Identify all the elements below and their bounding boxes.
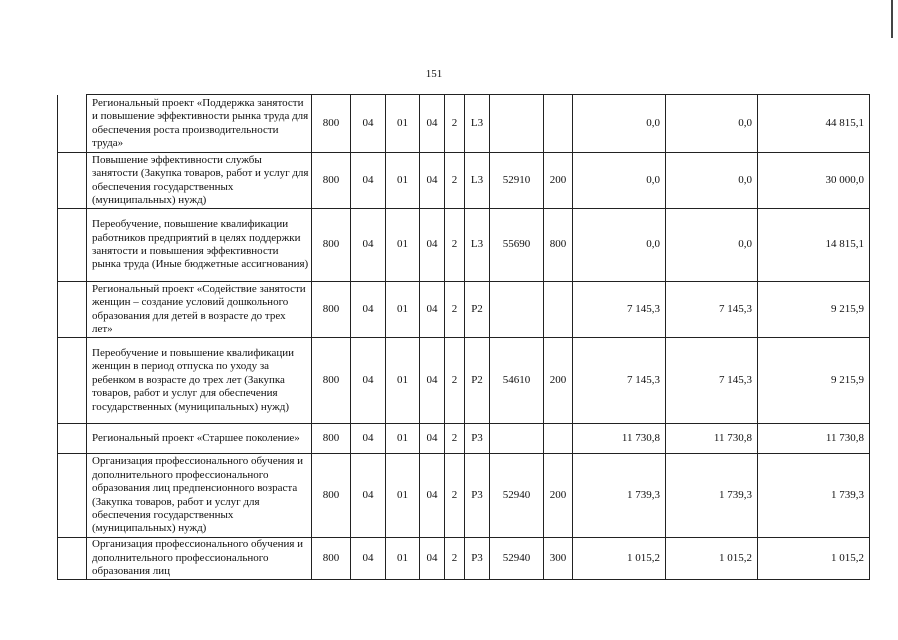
code-cell-c3: 01 xyxy=(386,454,420,538)
expense-name-cell: Региональный проект «Старшее поколение» xyxy=(87,424,312,454)
code-cell-v3: 30 000,0 xyxy=(758,153,870,209)
row-number-cell xyxy=(58,424,87,454)
row-number-cell xyxy=(58,454,87,538)
code-cell-v3: 14 815,1 xyxy=(758,209,870,282)
code-cell-c6: L3 xyxy=(465,209,490,282)
code-cell-c4: 04 xyxy=(420,454,445,538)
code-cell-v1: 7 145,3 xyxy=(573,282,666,338)
code-cell-c5: 2 xyxy=(445,338,465,424)
expense-name-cell: Переобучение, повышение квалификации работников предприятий в целях поддержки занятости и повышения эффективности рынка труда (Иные бюджетные ассигнования) xyxy=(87,209,312,282)
code-cell-c3: 01 xyxy=(386,424,420,454)
row-number-cell xyxy=(58,95,87,153)
code-cell-c7 xyxy=(490,424,544,454)
code-cell-v2: 0,0 xyxy=(666,153,758,209)
code-cell-v2: 0,0 xyxy=(666,209,758,282)
page-number: 151 xyxy=(425,68,443,80)
code-cell-v1: 1 015,2 xyxy=(573,538,666,580)
code-cell-c8: 800 xyxy=(544,209,573,282)
code-cell-c6: P2 xyxy=(465,282,490,338)
code-cell-c5: 2 xyxy=(445,209,465,282)
code-cell-c7: 55690 xyxy=(490,209,544,282)
code-cell-c3: 01 xyxy=(386,209,420,282)
code-cell-c2: 04 xyxy=(351,338,386,424)
code-cell-v2: 1 015,2 xyxy=(666,538,758,580)
expense-name-cell: Региональный проект «Поддержка занятости и повышение эффективности рынка труда для обеспечения роста производительности труда» xyxy=(87,95,312,153)
code-cell-c3: 01 xyxy=(386,282,420,338)
code-cell-c5: 2 xyxy=(445,282,465,338)
code-cell-c6: P3 xyxy=(465,454,490,538)
code-cell-c4: 04 xyxy=(420,153,445,209)
table-row xyxy=(58,454,870,538)
code-cell-v3: 9 215,9 xyxy=(758,282,870,338)
code-cell-c7: 52940 xyxy=(490,538,544,580)
code-cell-c3: 01 xyxy=(386,338,420,424)
code-cell-c5: 2 xyxy=(445,153,465,209)
code-cell-v2: 1 739,3 xyxy=(666,454,758,538)
code-cell-c2: 04 xyxy=(351,454,386,538)
code-cell-c4: 04 xyxy=(420,338,445,424)
code-cell-c7 xyxy=(490,282,544,338)
code-cell-c7: 54610 xyxy=(490,338,544,424)
row-number-cell xyxy=(58,282,87,338)
code-cell-c8 xyxy=(544,282,573,338)
code-cell-v3: 44 815,1 xyxy=(758,95,870,153)
code-cell-c2: 04 xyxy=(351,424,386,454)
code-cell-c2: 04 xyxy=(351,95,386,153)
expense-name-cell: Организация профессионального обучения и дополнительного профессионального образования лиц xyxy=(87,538,312,580)
code-cell-v2: 11 730,8 xyxy=(666,424,758,454)
code-cell-c1: 800 xyxy=(312,282,351,338)
table-row xyxy=(58,338,870,424)
code-cell-c2: 04 xyxy=(351,153,386,209)
code-cell-v3: 11 730,8 xyxy=(758,424,870,454)
code-cell-c8: 200 xyxy=(544,454,573,538)
code-cell-v1: 0,0 xyxy=(573,153,666,209)
code-cell-c4: 04 xyxy=(420,424,445,454)
expense-name-cell: Переобучение и повышение квалификации женщин в период отпуска по уходу за ребенком в возрасте до трех лет (Закупка товаров, работ и услуг для обеспечения государственных (муниципальных) нужд) xyxy=(87,338,312,424)
scan-edge-mark xyxy=(891,0,893,38)
expense-name-cell: Региональный проект «Содействие занятости женщин – создание условий дошкольного образования для детей в возрасте до трех лет» xyxy=(87,282,312,338)
code-cell-v1: 0,0 xyxy=(573,209,666,282)
code-cell-c1: 800 xyxy=(312,424,351,454)
code-cell-v1: 1 739,3 xyxy=(573,454,666,538)
code-cell-c5: 2 xyxy=(445,454,465,538)
code-cell-c8: 300 xyxy=(544,538,573,580)
table-row xyxy=(58,209,870,282)
code-cell-v1: 7 145,3 xyxy=(573,338,666,424)
code-cell-c6: L3 xyxy=(465,153,490,209)
code-cell-c1: 800 xyxy=(312,153,351,209)
code-cell-c6: P2 xyxy=(465,338,490,424)
code-cell-c8 xyxy=(544,95,573,153)
code-cell-c1: 800 xyxy=(312,95,351,153)
budget-table xyxy=(57,94,870,580)
code-cell-c1: 800 xyxy=(312,538,351,580)
expense-name-cell: Организация профессионального обучения и дополнительного профессионального образования лиц предпенсионного возраста (Закупка товаров, работ и услуг для обеспечения государственных (муниципальных) нужд) xyxy=(87,454,312,538)
code-cell-v3: 9 215,9 xyxy=(758,338,870,424)
code-cell-c4: 04 xyxy=(420,282,445,338)
code-cell-c4: 04 xyxy=(420,95,445,153)
row-number-cell xyxy=(58,153,87,209)
table-row xyxy=(58,153,870,209)
code-cell-c4: 04 xyxy=(420,209,445,282)
code-cell-c4: 04 xyxy=(420,538,445,580)
table-row xyxy=(58,95,870,153)
code-cell-c5: 2 xyxy=(445,95,465,153)
code-cell-c7 xyxy=(490,95,544,153)
code-cell-v2: 0,0 xyxy=(666,95,758,153)
code-cell-v2: 7 145,3 xyxy=(666,282,758,338)
code-cell-c1: 800 xyxy=(312,454,351,538)
code-cell-c8: 200 xyxy=(544,153,573,209)
code-cell-c5: 2 xyxy=(445,538,465,580)
code-cell-c6: P3 xyxy=(465,424,490,454)
code-cell-v1: 0,0 xyxy=(573,95,666,153)
code-cell-v3: 1 739,3 xyxy=(758,454,870,538)
code-cell-c5: 2 xyxy=(445,424,465,454)
code-cell-v1: 11 730,8 xyxy=(573,424,666,454)
code-cell-c1: 800 xyxy=(312,338,351,424)
code-cell-v2: 7 145,3 xyxy=(666,338,758,424)
row-number-cell xyxy=(58,338,87,424)
table-row xyxy=(58,538,870,580)
code-cell-c1: 800 xyxy=(312,209,351,282)
code-cell-v3: 1 015,2 xyxy=(758,538,870,580)
table-body xyxy=(58,95,870,580)
code-cell-c2: 04 xyxy=(351,209,386,282)
row-number-cell xyxy=(58,209,87,282)
table-row xyxy=(58,282,870,338)
code-cell-c3: 01 xyxy=(386,95,420,153)
code-cell-c6: P3 xyxy=(465,538,490,580)
code-cell-c7: 52940 xyxy=(490,454,544,538)
code-cell-c2: 04 xyxy=(351,282,386,338)
code-cell-c8 xyxy=(544,424,573,454)
code-cell-c8: 200 xyxy=(544,338,573,424)
row-number-cell xyxy=(58,538,87,580)
expense-name-cell: Повышение эффективности службы занятости (Закупка товаров, работ и услуг для обеспечения государственных (муниципальных) нужд) xyxy=(87,153,312,209)
code-cell-c3: 01 xyxy=(386,538,420,580)
table-row xyxy=(58,424,870,454)
code-cell-c3: 01 xyxy=(386,153,420,209)
code-cell-c6: L3 xyxy=(465,95,490,153)
code-cell-c2: 04 xyxy=(351,538,386,580)
code-cell-c7: 52910 xyxy=(490,153,544,209)
